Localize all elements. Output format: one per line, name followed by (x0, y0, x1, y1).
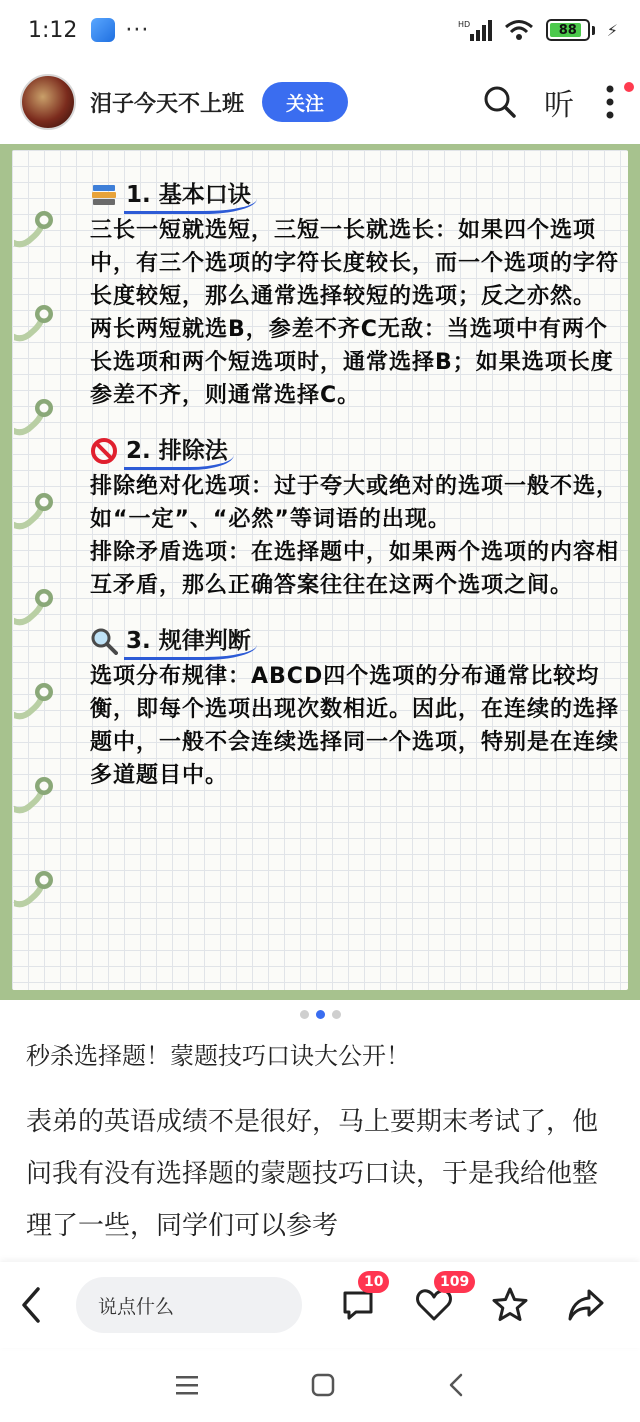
carousel-dot (316, 1010, 325, 1019)
star-icon[interactable] (491, 1286, 529, 1324)
binder-ring (14, 396, 54, 440)
note-section (90, 434, 622, 602)
note-section (90, 178, 622, 412)
note-paragraph: 排除绝对化选项：过于夸大或绝对的选项一般不选，如“一定”、“必然”等词语的出现。 (90, 474, 620, 532)
like-button[interactable] (414, 1274, 470, 1325)
home-icon[interactable] (310, 1372, 336, 1398)
battery-level: 88 (558, 22, 577, 38)
search-icon[interactable] (482, 84, 518, 120)
note-section (90, 624, 622, 792)
binder-ring (14, 680, 54, 724)
author-avatar[interactable] (20, 74, 76, 130)
note-heading-text: 3. 规律判断 (124, 622, 257, 660)
books-icon (90, 181, 118, 209)
article-title: 秒杀选择题！蒙题技巧口诀大公开！ (26, 1042, 410, 1070)
binder-ring (14, 490, 54, 534)
system-nav-bar (0, 1348, 640, 1422)
battery-icon (546, 19, 590, 41)
comment-count-badge: 10 (358, 1271, 389, 1293)
status-bar (0, 0, 640, 60)
note-paragraph: 三长一短就选短，三短一长就选长：如果四个选项中，有三个选项的字符长度较长，而一个选项的字符长度较短，那么通常选择较短的选项；反之亦然。 (90, 218, 620, 309)
binder-ring (14, 208, 54, 252)
author-name[interactable]: 泪子今天不上班 (90, 91, 245, 117)
back-arrow-icon[interactable] (16, 1285, 46, 1325)
wifi-icon (504, 19, 534, 41)
binder-ring (14, 868, 54, 912)
listen-button[interactable]: 听 (544, 88, 574, 123)
status-time: 1:12 (28, 17, 78, 43)
notification-dot (624, 82, 634, 92)
signal-icon (458, 19, 492, 41)
more-menu[interactable] (600, 80, 620, 124)
more-vertical-icon[interactable] (606, 84, 614, 120)
binder-ring (14, 302, 54, 346)
note-heading (90, 434, 622, 468)
carousel-dot (300, 1010, 309, 1019)
note-content (90, 178, 622, 814)
binder-ring (14, 774, 54, 818)
note-heading-text: 1. 基本口诀 (124, 176, 257, 214)
app-notification-icon (91, 18, 115, 42)
magnifier-icon (90, 627, 118, 655)
favorite-button[interactable] (490, 1285, 530, 1325)
follow-button[interactable]: 关注 (262, 82, 348, 122)
note-heading (90, 178, 622, 212)
comment-button[interactable] (338, 1274, 384, 1325)
comment-input[interactable]: 说点什么 (76, 1277, 302, 1333)
note-paragraph: 两长两短就选B，参差不齐C无敌：当选项中有两个长选项和两个短选项时，通常选择B；如果选项长度参差不齐，则通常选择C。 (90, 317, 614, 408)
share-icon[interactable] (567, 1287, 605, 1323)
note-heading-text: 2. 排除法 (124, 432, 234, 470)
hd-label: HD (457, 20, 470, 29)
back-icon[interactable] (446, 1372, 466, 1398)
battery-nub (592, 26, 595, 35)
article-body: 表弟的英语成绩不是很好，马上要期末考试了，他问我有没有选择题的蒙题技巧口诀，于是我给他整理了一些，同学们可以参考 (26, 1107, 599, 1241)
note-heading (90, 624, 622, 658)
more-notifications-icon: ··· (125, 17, 150, 43)
binder-ring (14, 586, 54, 630)
menu-icon[interactable] (174, 1373, 200, 1397)
note-paragraph: 选项分布规律：ABCD四个选项的分布通常比较均衡，即每个选项出现次数相近。因此，在连续的选择题中，一般不会连续选择同一个选项，特别是在连续多道题目中。 (90, 664, 620, 788)
note-paragraph: 排除矛盾选项：在选择题中，如果两个选项的内容相互矛盾，那么正确答案往往在这两个选项之间。 (90, 540, 620, 598)
bottom-action-bar (0, 1262, 640, 1348)
share-button[interactable] (566, 1285, 606, 1325)
post-image[interactable] (0, 144, 640, 1000)
like-count-badge: 109 (434, 1271, 475, 1293)
carousel-dot (332, 1010, 341, 1019)
charging-icon: ⚡ (606, 20, 618, 40)
notebook-page (12, 150, 628, 990)
carousel-indicator (0, 1010, 640, 1019)
prohibited-icon (90, 437, 118, 465)
post-header (0, 60, 640, 144)
